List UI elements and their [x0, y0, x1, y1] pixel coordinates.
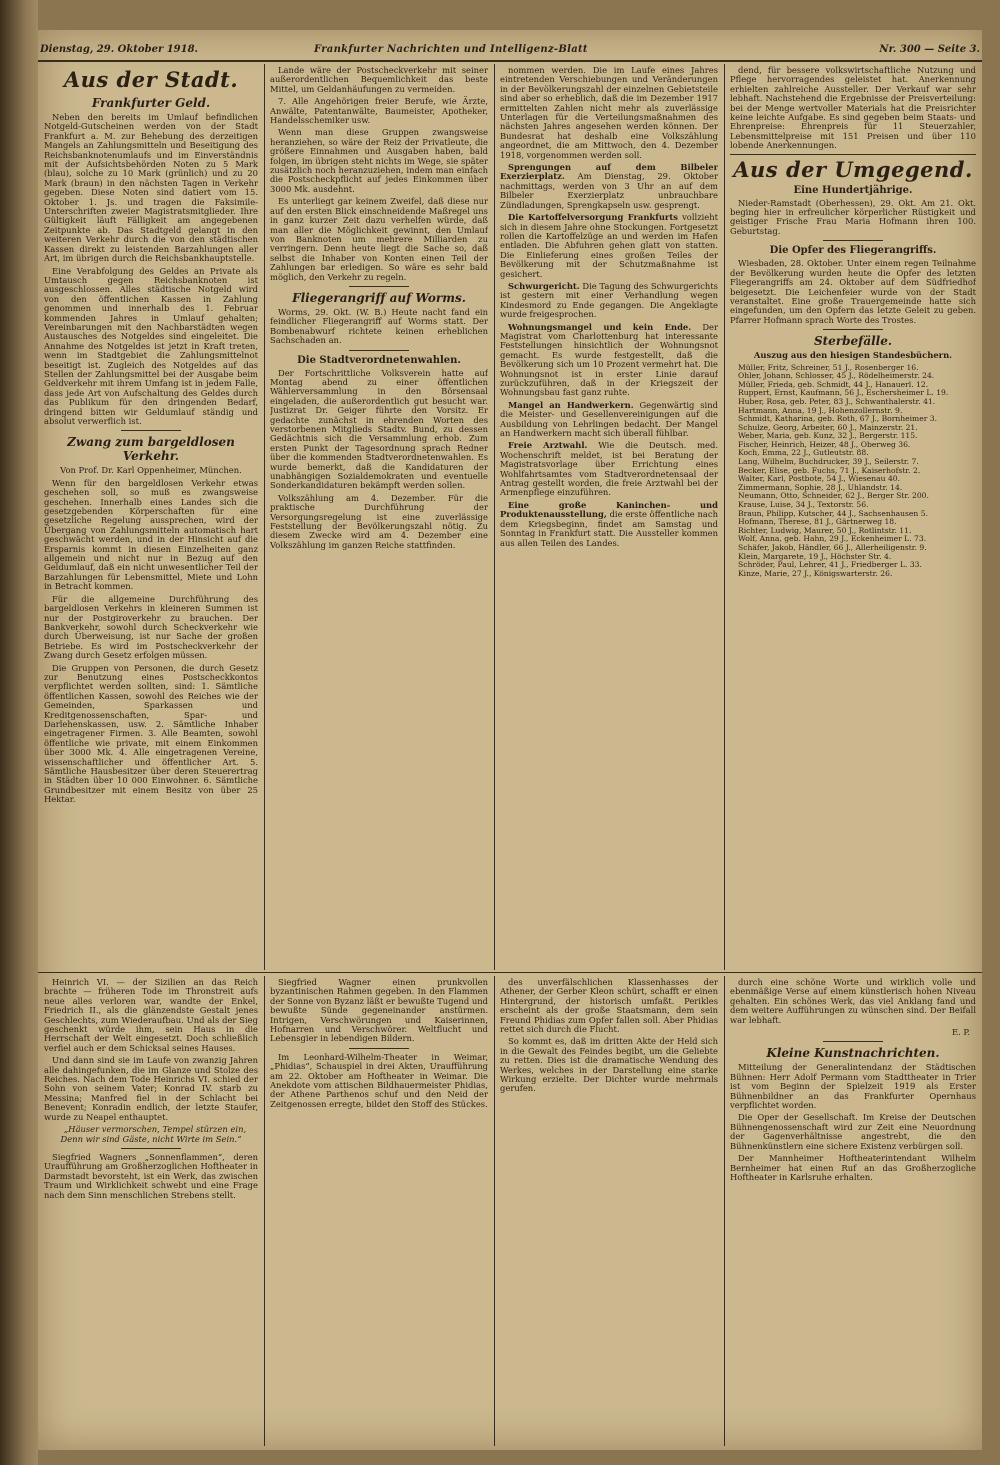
list-item: Zimmermann, Sophie, 28 J., Uhlandstr. 14. — [738, 482, 903, 492]
news-item — [500, 401, 718, 439]
article-paragraph: Lande wäre der Postscheckverkehr mit seiner außerordentlichen Bequemlichkeit das beste Mittel, um Geldanhäufungen zu vermeiden. — [270, 66, 488, 94]
separator — [823, 329, 883, 330]
article-paragraph: Wenn für den bargeldlosen Verkehr etwas geschehen soll, so muß es zwangsweise geschehen. Innerhalb eines Landes sich die gesetzgebenden Körperschaften für eine gesetzliche Regelung aussprechen, wird der Übergang von Zahlungsmitteln automatisch hart geschwächt werden, und in der Hinsicht auf die Ersparnis kommt in diesen Einzelheiten ganz allgemein und nicht nur in Bezug auf den Geldumlauf, daß ein nicht unwesentlicher Teil der Barzahlungen für Lebensmittel, Miete und Lohn in Betracht kommen. — [44, 477, 258, 592]
news-item-title: Freie Arztwahl. — [508, 440, 588, 451]
news-item-title: Mangel an Handwerkern. — [508, 399, 634, 410]
quote: „Häuser vermorschen, Tempel stürzen ein, Denn wir sind Gäste, nicht Wirte im Sein.“ — [60, 1124, 247, 1144]
news-item-text: Wie die Deutsch. med. Wochenschrift meldet, ist bei Beratung der Magistratsvorlage über Errichtung eines Wohlfahrtsamtes vom Stadtverordnetensaal der Antrag gestellt worden, die freie Arztwahl bei der Armenpflege einzuführen. — [500, 440, 718, 498]
separator — [349, 286, 409, 287]
article-paragraph: 7. Alle Angehörigen freier Berufe, wie Ärzte, Anwälte, Patentanwälte, Baumeister, Apotheker, Handelsschemiker usw. — [270, 96, 488, 126]
news-item — [500, 323, 718, 398]
column-4 — [730, 66, 976, 970]
news-item-text: die erste öffentliche nach dem Kriegsbeginn, findet am Samstag und Sonntag in Frankfurt statt. Die Aussteller kommen aus allen Teilen des Landes. — [500, 509, 718, 548]
article-paragraph: Mitteilung der Generalintendanz der Städtischen Bühnen: Herr Adolf Permann vom Stadttheater in Trier ist vom Beginn der Spielzeit 1919 als Erster Bühnenbildner an das Frankfurter Opernhaus verpflichtet worden. — [730, 1062, 976, 1111]
article-paragraph: Für die allgemeine Durchführung des bargeldlosen Verkehrs in kleineren Summen ist nur der Postgiroverkehr zu brauchen. Der Bankverkehr, sowohl durch Scheckverkehr wie durch Überweisung, ist nur Sache der großen Betriebe. Es wird im Postscheckverkehr der Zwang durch Gesetz erfolgen müssen. — [44, 593, 258, 661]
news-item-title: Wohnungsmangel und kein Ende. — [508, 321, 692, 332]
list-item: Hartmann, Anna, 19 J., Hohenzollernstr. 9. — [738, 405, 903, 415]
news-item-title: Schwurgericht. — [508, 280, 580, 291]
section-rule — [730, 154, 976, 155]
article-paragraph: Wenn man diese Gruppen zwangsweise heranziehen, so wäre der Reiz der Privatleute, die größere Einnahmen und Ausgaben haben, bald folgen, im übrigen steht nichts im Wege, sie später zusätzlich noch heranzuziehen, indem man einfach die Postscheckpflicht auf jedes Einkommen über 3000 Mk. ausdehnt. — [270, 127, 488, 194]
list-item: Klein, Margarete, 19 J., Höchster Str. 4. — [738, 551, 892, 561]
list-item: Kinze, Marie, 27 J., Königswarterstr. 26. — [738, 568, 893, 578]
article-heading: Die Stadtverordnetenwahlen. — [297, 354, 461, 366]
separator — [121, 1148, 181, 1149]
list-item: Becker, Elise, geb. Fuchs, 71 J., Kaiserhofstr. 2. — [738, 465, 921, 475]
column-rule — [724, 976, 725, 1446]
list-item: Müller, Frieda, geb. Schmidt, 44 J., Hanauerl. 12. — [738, 379, 929, 389]
feuilleton-column-3 — [500, 978, 718, 1444]
column-rule — [494, 976, 495, 1446]
section-rule — [38, 972, 982, 973]
list-item: Walter, Karl, Postbote, 54 J., Wiesenau 40. — [738, 474, 901, 484]
article-heading: Fliegerangriff auf Worms. — [292, 290, 466, 305]
article-paragraph: nommen werden. Die im Laufe eines Jahres eintretenden Verschiebungen und Veränderungen in der Bevölkerungszahl der einzelnen Gebietsteile sind aber so erheblich, daß die im Dezember 1917 ermittelten Zahlen nicht mehr als zuverlässige Unterlagen für die Verteilungsmaßnahmen des nächsten Jahres angesehen werden können. Der Bundesrat hat deshalb eine Volkszählung angeordnet, die am Mittwoch, den 4. Dezember 1918, vorgenommen werden soll. — [500, 66, 718, 160]
news-item-title: Eine große Kaninchen- und Produktenausstellung, — [500, 499, 718, 520]
separator — [349, 350, 409, 351]
list-item: Hofmann, Therese, 81 J., Gärtnerweg 18. — [738, 517, 897, 527]
article-paragraph: des unverfälschlichen Klassenhasses der Athener, der Gerber Kleon schürt, schafft er einen Hintergrund, der historisch umfaßt. Perikles erscheint als der große Staatsmann, dem sein Freund Phidias zum Opfer fallen soll. Aber Phidias rettet sich durch die Flucht. — [500, 978, 718, 1035]
article-paragraph: So kommt es, daß im dritten Akte der Held sich in die Gewalt des Feindes begibt, um die Geliebte zu retten. Dies ist die dramatische Wendung des Werkes, welches in der Darstellung eine starke Wirkung erzielte. Der Dichter wurde mehrmals gerufen. — [500, 1036, 718, 1094]
article-paragraph: Der Mannheimer Hoftheaterintendant Wilhelm Bernheimer hat einen Ruf an das Großherzogliche Hoftheater in Karlsruhe erhalten. — [730, 1153, 976, 1182]
article-paragraph: Die Oper der Gesellschaft. Im Kreise der Deutschen Bühnengenossenschaft wird zur Zeit eine Neuordnung der Gagenverhältnisse angestrebt, die den Bühnenkünstlern eine sichere Existenz verbürgen soll. — [730, 1112, 976, 1151]
article-paragraph: Wiesbaden, 28. Oktober. Unter einem regen Teilnahme der Bevölkerung wurden heute die Opfer des letzten Fliegerangriffs am 24. Oktober auf dem Südfriedhof beigesetzt. Die Leichenfeier wurde von der Stadt veranstaltet. Eine große Trauergemeinde hatte sich eingefunden, um den Opfern das letzte Geleit zu geben. Pfarrer Hofmann sprach Worte des Trostes. — [730, 258, 976, 325]
list-item: Ohler, Johann, Schlosser, 45 J., Rödelheimerstr. 24. — [738, 371, 935, 381]
separator — [121, 430, 181, 431]
article-paragraph: Siegfried Wagners „Sonnenflammen“, deren Uraufführung am Großherzoglichen Hoftheater in Darmstadt bevorsteht, ist ein Werk, das zwischen Traum und Wirklichkeit schwebt und eine Frage nach dem Sinn menschlichen Strebens stellt. — [44, 1151, 258, 1200]
article-heading: Zwang zum bargeldlosen Verkehr. — [67, 435, 235, 464]
list-item: Müller, Fritz, Schreiner, 51 J., Rosenberger 16. — [738, 362, 919, 372]
article-paragraph: Siegfried Wagner einen prunkvollen byzantinischen Rahmen gegeben. In den Flammen der Sonne von Byzanz läßt er bewußte Tugend und bewußte Sünde gegeneinander anstürmen. Intrigen, Verschwörungen und Kaiserinnen, Hofnarren und Verschwörer. Weltflucht und Lebensgier in lebendigen Bildern. — [270, 978, 488, 1044]
list-item: Krause, Luise, 34 J., Textorstr. 56. — [738, 500, 869, 510]
article-paragraph: Worms, 29. Okt. (W. B.) Heute nacht fand ein feindlicher Fliegerangriff auf Worms statt. Der Bombenabwurf richtete keinen erheblichen Sachschaden an. — [270, 306, 488, 346]
list-item: Schulze, Georg, Arbeiter, 60 J., Mainzerstr. 21. — [738, 422, 918, 432]
list-item: Neumann, Otto, Schneider, 62 J., Berger Str. 200. — [738, 491, 929, 501]
page-header — [38, 44, 982, 60]
deaths-subheading: Auszug aus den hiesigen Standesbüchern. — [753, 350, 953, 361]
column-3 — [500, 66, 718, 970]
section-title-city: Aus der Stadt. — [63, 67, 239, 92]
column-1 — [44, 66, 258, 970]
list-item: Richter, Ludwig, Maurer, 50 J., Rotlintstr. 11. — [738, 525, 912, 535]
feuilleton-column-2 — [270, 978, 488, 1444]
article-paragraph: Und dann sind sie im Laufe von zwanzig Jahren alle dahingefunken, die im Glanze und Stolze des Reiches. Nach dem Tode Heinrichs VI. schied der Sohn von seinem Vater; Konrad IV. starb zu Messina; Manfred fiel in der Schlacht bei Benevent; Konradin endlich, der letzte Staufer, wurde zu Neapel enthauptet. — [44, 1055, 258, 1122]
article-paragraph: Heinrich VI. — der Sizilien an das Reich brachte — früheren Tode im Thronstreit aufs neue alles verloren war, wandte der Enkel, Friedrich II., als die glänzendste Gestalt jenes Geschlechts, zum Wiederaufbau. Und als der Sieg geschenkt würde ihm, sein Haus in die Herrschaft der Welt eingesetzt. Doch schließlich verfiel auch er dem Schicksal seines Hauses. — [44, 978, 258, 1053]
news-item — [500, 163, 718, 210]
article-paragraph: Volkszählung am 4. Dezember. Für die praktische Durchführung der Versorgungsregelung ist eine zuverlässige Feststellung der Bevölkerungszahl nötig. Zu diesem Zwecke wird am 4. Dezember eine Volkszählung im ganzen Reiche stattfinden. — [270, 492, 488, 550]
list-item: Huber, Rosa, geb. Peter, 83 J., Schwanthalerstr. 41. — [738, 396, 936, 406]
list-item: Weber, Maria, geb. Kunz, 32 J., Bergerstr. 115. — [738, 431, 918, 441]
feuilleton-column-4 — [730, 978, 976, 1444]
news-item-title: Die Kartoffelversorgung Frankfurts — [508, 212, 678, 223]
newspaper-page — [38, 30, 982, 1450]
list-item: Fischer, Heinrich, Heizer, 48 J., Oberweg 36. — [738, 439, 911, 449]
signature: E. P. — [951, 1027, 970, 1038]
header-page-number: Nr. 300 — Seite 3. — [879, 44, 980, 55]
news-item-text: Der Magistrat vom Charlottenburg hat interessante Feststellungen hinsichtlich der Wohnungsnot gemacht. Es wurde festgestellt, daß die Bevölkerung sich um 10 Prozent vermehrt hat. Die Wohnungsnot ist in erster Linie darauf zurückzuführen, daß in der Kriegszeit der Wohnungsbau fast ganz ruhte. — [500, 321, 718, 398]
list-item: Schäfer, Jakob, Händler, 66 J., Allerheiligenstr. 9. — [738, 543, 927, 552]
list-item: Ruppert, Ernst, Kaufmann, 56 J., Eschersheimer L. 19. — [738, 388, 949, 398]
article-heading: Die Opfer des Fliegerangriffs. — [769, 245, 937, 257]
article-paragraph: durch eine schöne Worte und wirklich volle und ebenmäßige Verse auf einem künstlerisch hohen Niveau gehalten. Ein schönes Werk, das viel Anklang fand und dem weitere Aufführungen zu wünschen sind. Der Beifall war lebhaft. — [730, 978, 976, 1025]
section-title-region: Aus der Umgegend. — [733, 156, 973, 182]
article-paragraph: Nieder-Ramstadt (Oberhessen), 29. Okt. Am 21. Okt. beging hier in erfreulicher körperlicher Rüstigkeit und geistiger Frische Frau Maria Hofmann ihren 100. Geburtstag. — [730, 197, 976, 236]
article-paragraph: Eine Verabfolgung des Geldes an Private als Umtausch gegen Reichsbanknoten ist ausgeschlossen. Alles städtische Notgeld wird von den öffentlichen Kassen in Zahlung genommen und innerhalb des 1. Februar kommenden Jahres in Umlauf gehalten; Vereinbarungen mit den Nachbarstädten wegen Austausches des Notgeldes sind eingeleitet. Die Annahme des Notgeldes ist jetzt in Kraft treten, wenn im Stadtgebiet die Zahlungsmittelnot beseitigt ist. Zugleich des Notgeldes auf das Stellen der Zahlungsmittel bei der Ausgabe beim Geldverkehr mit ihrem Umfang ist in jedem Falle, dass jede Art von Aufschaltung des Geldes durch das Publikum für den dringenden Bedarf, dringend bitten wir Geldumlauf ständig und absolut verwerflich ist. — [44, 265, 258, 426]
list-item: Schmidt, Katharina, geb. Roth, 67 J., Bornheimer 3. — [738, 414, 938, 424]
column-rule — [494, 64, 495, 970]
deaths-heading: Sterbefälle. — [813, 334, 893, 349]
news-item — [500, 213, 718, 279]
column-2 — [270, 66, 488, 970]
separator — [349, 1048, 409, 1049]
header-date: Dienstag, 29. Oktober 1918. — [40, 44, 199, 55]
article-paragraph: Neben den bereits im Umlauf befindlichen Notgeld-Gutscheinen werden von der Stadt Frankfurt a. M. zur Behebung des derzeitigen Mangels an Zahlungsmitteln und Beseitigung des Reichsbanknotenumlaufs und im Einverständnis mit der Aufsichtsbehörden Noten zu 5 Mark (blau), solche zu 10 Mark (grünlich) und zu 20 Mark (braun) in den nächsten Tagen in Verkehr gegeben. Diese Noten sind datiert vom 15. Oktober 1. Js. und tragen die Faksimile-Unterschriften zweier Magistratsmitglieder. Ihre Gültigkeit läuft Fälligkeit am angegebenen Zeitpunkte ab. Das Stadtgeld gelangt in den weiteren Verkehr durch die von den städtischen Kassen direkt zu leistenden Barzahlungen aller Art, im übrigen durch die Reichsbankhauptstelle. — [44, 112, 258, 264]
column-rule — [264, 976, 265, 1446]
news-item — [500, 441, 718, 497]
news-item-text: Am Dienstag, 29. Oktober nachmittags, werden von 3 Uhr an auf dem Bilbeler Exerzierplatz unbrauchbare Zündladungen, Sprengkapseln usw. gesprengt. — [500, 171, 718, 210]
feuilleton-column-1 — [44, 978, 258, 1444]
article-paragraph: Der Fortschrittliche Volksverein hatte auf Montag abend zu einer öffentlichen Wählerversammlung in den Börsensaal eingeladen, die außerordentlich gut besucht war. Justizrat Dr. Geiger führte den Vorsitz. Er gedachte zunächst in ehrenden Worten des verstorbenen Mitglieds Stadtv. Bund, zu dessen Gedächtnis sich die Versammlung erhob. Zum ersten Punkt der Tagesordnung sprach Redner über die kommenden Stadtverordnetenwahlen. Es wurde bemerkt, daß die Kandidaturen der unabhängigen Sozialdemokraten und eventuelle Sonderkandidaturen bekämpft werden sollen. — [270, 367, 488, 491]
article-paragraph: dend, für bessere volkswirtschaftliche Nutzung und Pflege hervorragendes geleistet hat. Anerkennung erhielten zahlreiche Aussteller. Der Verkauf war sehr lebhaft. Nachstehend die Ergebnisse der Preisverteilung: bei der Menge wertvoller Materials hat die Preisrichter keine leichte Aufgabe. Es sind gegeben beim Staats- und Ehrenpreise: Ehrenpreis für 11 Steuerzahler, Lebensmittelpreise mit 151 Preisen und über 110 lobende Anerkennungen. — [730, 66, 976, 151]
article-paragraph: Die Gruppen von Personen, die durch Gesetz zur Benutzung eines Postscheckkontos verpflichtet werden sollten, sind: 1. Sämtliche öffentlichen Kassen, sowohl des Reiches wie der Gemeinden, Sparkassen und Kreditgenossenschaften, Spar- und Darlehenskassen, usw. 2. Sämtliche Inhaber eingetragener Firmen. 3. Alle Beamten, sowohl öffentliche wie private, mit einem Einkommen über 3000 Mk. 4. Alle eingetragenen Vereine, wissenschaftlicher und öffentlicher Art. 5. Sämtliche Hausbesitzer über deren Steuerertrag in Städten über 10 000 Einwohner. 6. Sämtliche Grundbesitzer mit einem Besitz von über 25 Hektar. — [44, 662, 258, 805]
header-paper-title: Frankfurter Nachrichten und Intelligenz-Blatt — [314, 44, 588, 55]
news-item-text: vollzieht sich in diesem Jahre ohne Stockungen. Fortgesetzt rollen die Kartoffelzüge an und werden im Hafen entladen. Die Abfuhren gehen glatt von statten. Die Einlieferung eines großen Teiles der Bevölkerung mit der Schutzmaßnahme ist gesichert. — [500, 212, 718, 279]
article-heading: Frankfurter Geld. — [91, 96, 211, 110]
header-rule — [38, 60, 982, 62]
news-item-title: Sprengungen auf dem Bilbeler Exerzierplatz. — [500, 162, 718, 182]
article-paragraph: Im Leonhard-Wilhelm-Theater in Weimar, „Phidias“, Schauspiel in drei Akten, Uraufführung am 22. Oktober am Hoftheater in Weimar. Die Anekdote vom attischen Bildhauermeister Phidias, der Athene Parthenos schuf und den Neid der Zeitgenossen erregte, bildet den Stoff des Stückes. — [270, 1051, 488, 1109]
separator — [823, 240, 883, 241]
list-item: Lang, Wilhelm, Buchdrucker, 39 J., Seilerstr. 7. — [738, 457, 919, 467]
article-heading: Kleine Kunstnachrichten. — [766, 1046, 940, 1061]
news-item-text: Die Tagung des Schwurgerichts ist gestern mit einer Verhandlung wegen Kindesmord zu Ende gegangen. Die Angeklagte wurde freigesprochen. — [500, 280, 718, 320]
separator — [823, 1041, 883, 1042]
list-item: Braun, Philipp, Kutscher, 44 J., Sachsenhausen 5. — [738, 508, 928, 518]
news-item — [500, 501, 718, 548]
news-item-text: Gegenwärtig sind die Meister- und Gesellenvereinigungen auf die Ausbildung von Lehrlingen bedacht. Der Mangel an Handwerkern macht sich überall fühlbar. — [500, 399, 718, 439]
list-item: Wolf, Anna, geb. Hahn, 29 J., Eckenheimer L. 73. — [738, 534, 927, 544]
article-byline: Von Prof. Dr. Karl Oppenheimer, München. — [60, 465, 242, 476]
binding-edge — [0, 0, 38, 1465]
article-heading: Eine Hundertjährige. — [793, 184, 913, 196]
list-item: Koch, Emma, 22 J., Gutleutstr. 88. — [738, 448, 869, 458]
list-item: Schröder, Paul, Lehrer, 41 J., Friedberger L. 33. — [738, 560, 922, 570]
article-paragraph: Es unterliegt gar keinem Zweifel, daß diese nur auf den ersten Blick einschneidende Maßregel uns in ganz kurzer Zeit dazu verhelfen würde, daß man aller die Möglichkeit gewinnt, den Umlauf von Banknoten um mehrere Milliarden zu verringern. Denn heute liegt die Sache so, daß selbst die Inhaber von Konten einen Teil der Zahlungen bar erledigen. So wäre es sehr bald möglich, den Verkehr zu regeln. — [270, 196, 488, 282]
news-item — [500, 282, 718, 320]
column-rule — [724, 64, 725, 970]
column-rule — [264, 64, 265, 970]
deaths-list — [730, 364, 976, 579]
